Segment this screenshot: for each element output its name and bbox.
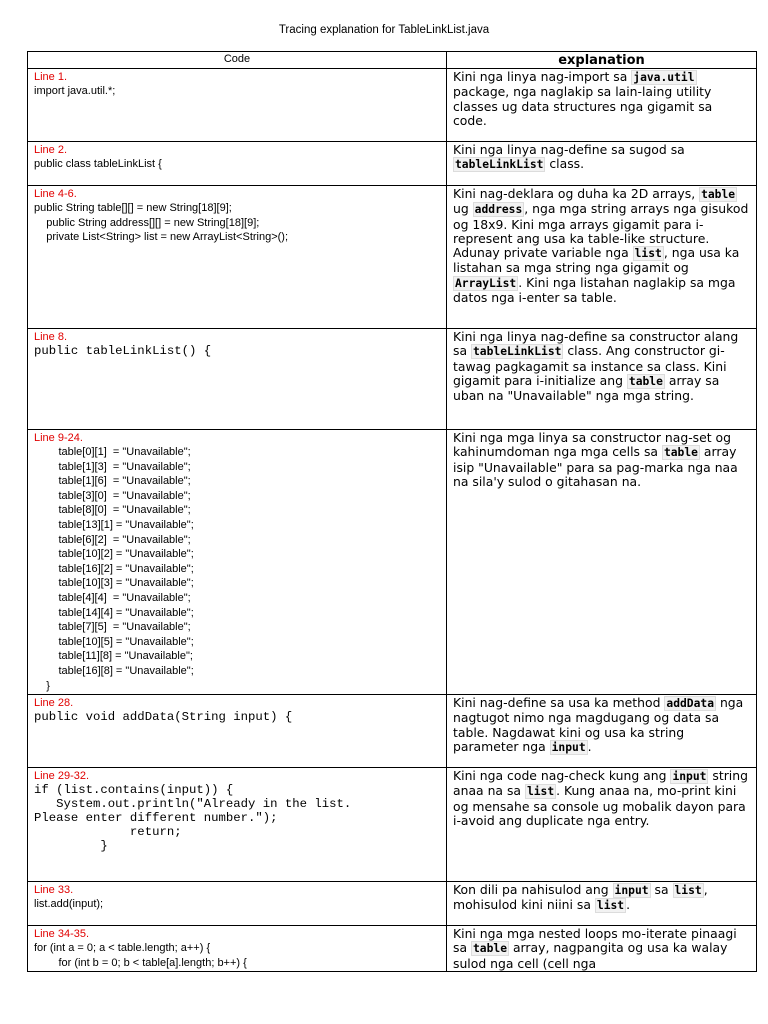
explanation-segment: Kon dili pa nahisulod ang — [453, 882, 613, 897]
explanation-segment: string anaa na sa — [453, 768, 748, 799]
code-cell — [28, 142, 447, 186]
code-snippet: import java.util.*; — [34, 85, 116, 97]
inline-code: tableLinkList — [455, 158, 544, 172]
explanation-text — [453, 883, 750, 914]
code-cell — [28, 926, 447, 972]
code-snippet: public tableLinkList() { — [34, 344, 212, 358]
document-title: Tracing explanation for TableLinkList.java — [278, 24, 490, 36]
explanation-segment: , nga usa ka listahan sa mga string nga gigamit og — [453, 245, 740, 276]
explanation-segment: class. — [545, 156, 585, 172]
explanation-cell — [447, 69, 757, 142]
table-row — [28, 186, 757, 329]
explanation-cell — [447, 695, 757, 768]
table-row — [28, 695, 757, 768]
explanation-segment: Kini nga code nag-check kung ang — [453, 768, 671, 783]
table-header-row — [28, 52, 757, 69]
explanation-text — [453, 927, 750, 971]
line-number-label: Line 1. — [34, 71, 68, 83]
inline-code: list — [674, 884, 702, 897]
inline-code: table — [663, 446, 698, 460]
explanation-segment: sa — [650, 882, 673, 897]
explanation-segment: array, nagpangita og usa ka walay sulod nga cell (cell nga — [453, 940, 728, 971]
explanation-cell — [447, 768, 757, 882]
code-snippet: public String table[][] = new String[18][9]; public String address[][] = new String[18][9]; private List<String> list = new ArrayList<String>(); — [34, 202, 289, 244]
explanation-cell — [447, 186, 757, 329]
explanation-text — [453, 769, 750, 828]
explanation-segment: , mohisulod kini niini sa — [453, 882, 708, 913]
line-number-label: Line 9-24. — [34, 432, 83, 444]
explanation-text — [453, 431, 750, 489]
code-snippet: public void addData(String input) { — [34, 710, 293, 724]
explanation-segment: Kini nag-define sa usa ka method — [453, 695, 665, 710]
explanation-segment: Kini nga linya nag-import sa — [453, 69, 632, 84]
explanation-text — [453, 187, 750, 305]
code-snippet: public class tableLinkList { — [34, 158, 162, 170]
code-snippet: if (list.contains(input)) { System.out.println("Already in the list. Please enter different number."); return; } — [34, 783, 352, 853]
explanation-segment: Kini nga mga linya sa constructor nag-set og kahinumdoman nga mga cells sa — [453, 430, 732, 460]
code-cell — [28, 768, 447, 882]
table-row — [28, 329, 757, 430]
line-number-label: Line 29-32. — [34, 770, 90, 782]
inline-code: ArrayList — [455, 276, 517, 290]
explanation-cell — [447, 430, 757, 695]
inline-code: list — [596, 899, 625, 913]
table-row — [28, 926, 757, 972]
code-snippet: table[0][1] = "Unavailable"; table[1][3] = "Unavailable"; table[1][6] = "Unavailable"; table[3][0] = "Unavailable"; table[8][0] = "Unavailable"; table[13][1] = "Unavailable"; table[6][2] = "Unavailable"; table[10][2] = "Unavailable"; table[16][2] = "Unavailable"; table[10][3] = "Unavailable"; table[4][4] = "Unavailable"; table[14][4] = "Unavailable"; table[7][5] = "Unavailable"; table[10][5] = "Unavailable"; table[11][8] = "Unavailable"; table[16][8] = "Unavailable"; } — [46, 446, 194, 692]
explanation-segment: class. Ang constructor gi-tawag pagkagamit sa instance sa class. Kini gigamit para i-initialize ang — [453, 343, 727, 388]
explanation-segment: array sa uban na "Unavailable" nga mga string. — [453, 372, 720, 404]
inline-code: table — [473, 942, 508, 956]
table-row — [28, 768, 757, 882]
inline-code: list — [526, 785, 555, 799]
explanation-segment: . Kung anaa na, mo-print kini og mensahe sa console ug mobalik dayon para i-avoid ang duplicate nga entry. — [453, 783, 746, 828]
line-number-label: Line 34-35. — [34, 928, 90, 940]
explanation-text — [453, 143, 750, 173]
inline-code: input — [551, 740, 586, 754]
code-cell — [28, 430, 447, 695]
inline-code: input — [672, 770, 707, 783]
explanation-segment: ug — [453, 201, 473, 217]
explanation-column-header: explanation — [447, 52, 757, 69]
explanation-text — [453, 70, 750, 128]
table-row — [28, 69, 757, 142]
code-snippet: for (int a = 0; a < table.length; a++) { for (int b = 0; b < table[a].length; b++) { — [34, 942, 247, 969]
line-number-label: Line 8. — [34, 331, 68, 343]
explanation-text — [453, 696, 750, 755]
code-cell — [28, 69, 447, 142]
explanation-segment: package, nga naglakip sa lain-laing utility classes ug data structures nga gigamit sa code. — [453, 84, 713, 128]
line-number-label: Line 4-6. — [34, 188, 77, 200]
code-column-header: Code — [28, 52, 447, 69]
explanation-cell — [447, 882, 757, 926]
table-row — [28, 142, 757, 186]
explanation-text — [453, 330, 750, 403]
code-cell — [28, 695, 447, 768]
inline-code: list — [634, 247, 662, 261]
explanation-segment: nga nagtugot nimo nga magdugang og data sa table. Nagdawat kini og usa ka string parameter nga — [453, 695, 744, 754]
line-number-label: Line 28. — [34, 697, 74, 709]
explanation-segment: . — [587, 738, 592, 754]
explanation-cell — [447, 926, 757, 972]
explanation-cell — [447, 142, 757, 186]
code-cell — [28, 882, 447, 926]
code-cell — [28, 329, 447, 430]
explanation-segment: Kini nga mga nested loops mo-iterate pinaagi sa — [453, 926, 737, 956]
explanation-segment: array isip "Unavailable" para sa pag-marka nga naa na sila'y sulod o gitahasan na. — [453, 444, 738, 489]
inline-code: input — [614, 884, 649, 897]
explanation-segment: Kini nag-deklara og duha ka 2D arrays, — [453, 186, 700, 201]
code-snippet: list.add(input); — [34, 898, 104, 910]
inline-code: table — [628, 374, 663, 388]
code-cell — [28, 186, 447, 329]
inline-code: java.util — [633, 71, 695, 84]
explanation-segment: Kini nga linya nag-define sa sugod sa — [453, 142, 685, 157]
explanation-segment: . Kini nga listahan naglakip sa mga datos nga i-enter sa table. — [453, 274, 736, 306]
inline-code: addData — [666, 697, 715, 710]
explanation-segment: , nga mga string arrays nga gisukod og 18x9. Kini mga arrays gigamit para i-represent ang usa ka table-like structure. Adunay private variable nga — [453, 201, 749, 261]
inline-code: tableLinkList — [473, 345, 562, 359]
explanation-segment: Kini nga linya nag-define sa constructor alang sa — [453, 329, 739, 359]
line-number-label: Line 33. — [34, 884, 74, 896]
table-row — [28, 430, 757, 695]
table-row — [28, 882, 757, 926]
explanation-cell — [447, 329, 757, 430]
line-number-label: Line 2. — [34, 144, 68, 156]
inline-code: address — [474, 203, 523, 217]
explanation-segment: . — [626, 897, 631, 913]
tracing-table — [27, 51, 757, 972]
inline-code: table — [701, 188, 736, 201]
